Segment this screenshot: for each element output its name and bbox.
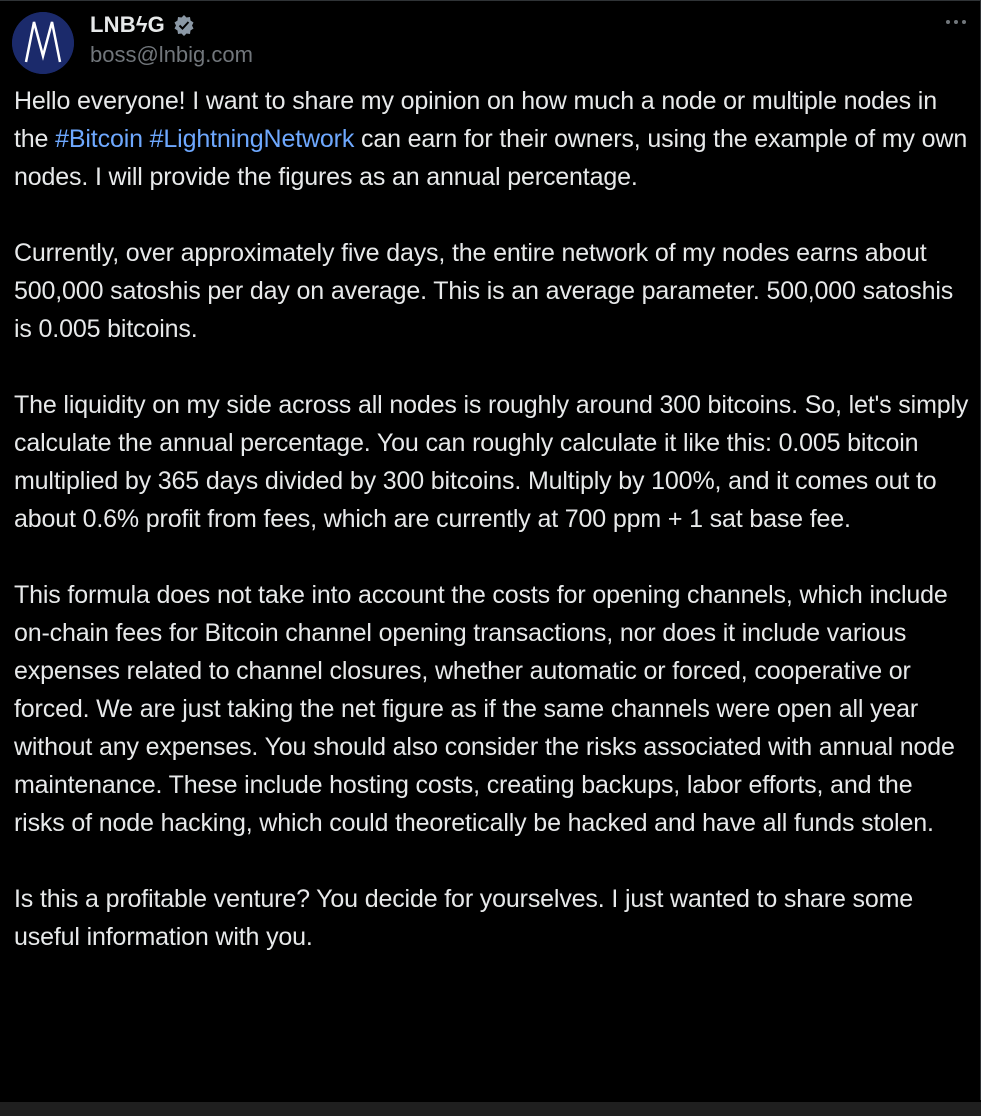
hashtag-lightning-network[interactable]: #LightningNetwork [149,125,355,153]
hashtag-bitcoin[interactable]: #Bitcoin [55,125,143,153]
paragraph-costs: This formula does not take into account the costs for opening channels, which include on-chain fees for Bitcoin channel opening transactions, nor does it include various expenses related to channel closures, whether automatic or forced, cooperative or forced. We are just taking the net figure as if the same channels were open all year without any expenses. You should also consider the risks associated with annual node maintenance. These include hosting costs, creating backups, labor efforts, and the risks of node hacking, which could theoretically be hacked and have all funds stolen. [14,581,955,837]
dot-icon [962,20,966,24]
top-divider [0,0,981,1]
dot-icon [954,20,958,24]
dot-icon [946,20,950,24]
name-row [90,10,931,40]
paragraph-earnings: Currently, over approximately five days, the entire network of my nodes earns about 500,000 satoshis per day on average. This is an average parameter. 500,000 satoshis is 0.005 bitcoins. [14,239,954,343]
paragraph-intro [14,82,969,196]
display-name[interactable]: LNBϟG [90,12,165,37]
paragraph-liquidity: The liquidity on my side across all nodes is roughly around 300 bitcoins. So, let's simply calculate the annual percentage. You can roughly calculate it like this: 0.005 bitcoin multiplied by 365 days divided by 300 bitcoins. Multiply by 100%, and it comes out to about 0.6% profit from fees, which are currently at 700 ppm + 1 sat base fee. [14,391,969,533]
paragraph-conclusion: Is this a profitable venture? You decide for yourselves. I just wanted to share some useful information with you. [14,885,914,951]
hashtag-separator [143,125,150,153]
avatar-icon[interactable] [12,12,74,74]
more-options-icon[interactable] [941,12,971,32]
user-handle[interactable]: boss@lnbig.com [90,42,253,67]
post-text [14,82,969,994]
verified-badge-icon [173,14,195,36]
post-header [90,10,931,68]
intro-text-before: Hello everyone! I want to share my opinion on how much a node or multiple nodes in the [14,87,937,153]
bottom-bar [0,1102,981,1116]
intro-text-after: can earn for their owners, using the example of my own nodes. I will provide the figures as an annual percentage. [14,125,968,191]
